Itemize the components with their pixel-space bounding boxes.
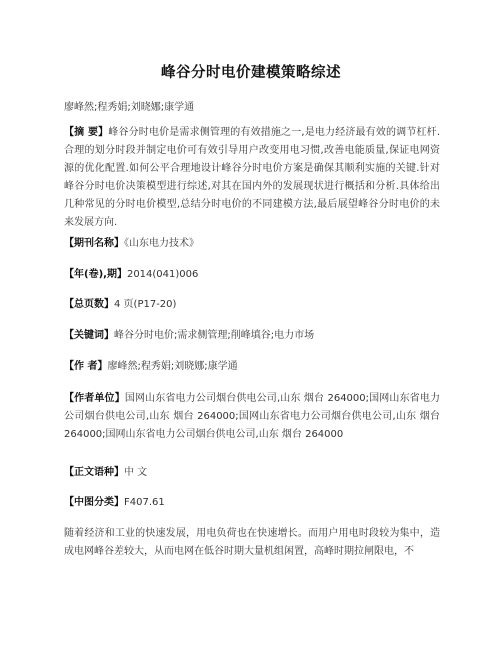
language-value: 中 文 — [124, 467, 148, 478]
pages-field — [64, 296, 440, 314]
language-field — [64, 464, 440, 482]
abstract-section — [64, 124, 440, 232]
abstract-label: 【摘 要】 — [64, 127, 109, 138]
clc-label: 【中图分类】 — [64, 497, 124, 508]
year-field — [64, 266, 440, 284]
body-paragraph: 随着经济和工业的快速发展，用电负荷也在快速增长。而用户用电时段较为集中，造成电网峰谷差较大，从而电网在低谷时期大量机组闲置，高峰时期拉闸限电，不 — [64, 528, 440, 557]
abstract-text: 峰谷分时电价是需求侧管理的有效措施之一,是电力经济最有效的调节杠杆.合理的划分时段并制定电价可有效引导用户改变用电习惯,改善电能质量,保证电网资源的优化配置.如何公平合理地设计峰谷分时电价方案是确保其顺利实施的关键.针对峰谷分时电价决策模型进行综述,对其在国内外的发展现状进行概括和分析.具体给出几种常见的分时电价模型,总结分时电价的不同建模方法,最后展望峰谷分时电价的未来发展方向. — [64, 127, 441, 228]
language-label: 【正文语种】 — [64, 467, 124, 478]
author-units-label: 【作者单位】 — [64, 393, 125, 404]
author-label: 【作 者】 — [64, 361, 108, 372]
year-label: 【年(卷),期】 — [64, 269, 127, 280]
pages-label: 【总页数】 — [64, 299, 114, 310]
document-title: 峰谷分时电价建模策略综述 — [161, 65, 341, 81]
year-value: 2014(041)006 — [126, 269, 199, 280]
author-value: 廖峰然;程秀娟;刘晓娜;康学通 — [107, 361, 238, 372]
keywords-label: 【关键词】 — [64, 330, 114, 341]
clc-value: F407.61 — [124, 497, 165, 508]
pages-value: 4 页(P17-20) — [114, 299, 177, 310]
author-field — [64, 358, 440, 376]
clc-field — [64, 494, 440, 512]
journal-field — [64, 235, 440, 253]
document-authors: 廖峰然;程秀娟;刘晓娜;康学通 — [64, 102, 195, 113]
keywords-value: 峰谷分时电价;需求侧管理;削峰填谷;电力市场 — [114, 330, 315, 341]
journal-value: 《山东电力技术》 — [124, 238, 199, 249]
author-units-field — [64, 390, 440, 444]
keywords-field — [64, 327, 440, 345]
journal-label: 【期刊名称】 — [64, 238, 124, 249]
author-units-value: 国网山东省电力公司烟台供电公司,山东 烟台 264000;国网山东省电力公司烟台供电公司,山东 烟台 264000;国网山东省电力公司烟台供电公司,山东 烟台 264000;国网山东省电力公司烟台供电公司,山东 烟台 264000 — [64, 393, 440, 440]
